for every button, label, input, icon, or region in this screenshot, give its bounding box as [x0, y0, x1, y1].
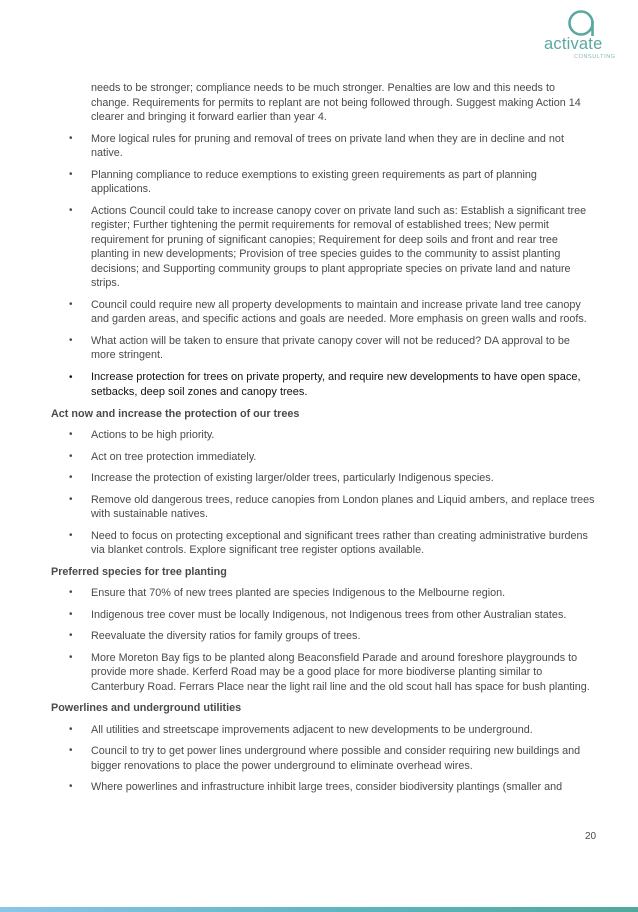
bullet-icon: • [69, 630, 73, 641]
footer-gradient-bar [0, 907, 638, 912]
bullet-icon: • [69, 745, 73, 756]
list-item: • More logical rules for pruning and removal of trees on private land when they are in decline and not native. [69, 132, 564, 159]
section-heading: Powerlines and underground utilities [51, 702, 242, 714]
list-item: • Indigenous tree cover must be locally Indigenous, not Indigenous trees from other Australian states. [69, 608, 567, 621]
bullet-icon: • [69, 371, 73, 383]
list-item: • All utilities and streetscape improvements adjacent to new developments to be underground. [69, 723, 533, 736]
list-item: • Need to focus on protecting exceptional and significant trees rather than creating administrative burdens via blanket controls. Explore significant tree register options available. [69, 529, 588, 556]
section-heading: Preferred species for tree planting [51, 565, 227, 578]
list-item: • Remove old dangerous trees, reduce canopies from London planes and Liquid ambers, and replace trees with sustainable natives. [69, 493, 595, 520]
list-item: • Increase the protection of existing larger/older trees, particularly Indigenous species. [69, 472, 494, 484]
bullet-icon: • [69, 529, 73, 541]
bullet-icon: • [69, 132, 73, 144]
private-land-list [51, 132, 596, 400]
activate-consulting-logo [538, 8, 628, 60]
bullet-icon: • [69, 429, 73, 440]
page-number: 20 [585, 831, 597, 842]
protection-list [51, 428, 596, 558]
list-item: • What action will be taken to ensure that private canopy cover will not be reduced? DA approval to be more stringent. [69, 334, 570, 361]
list-item: • Actions Council could take to increase canopy cover on private land such as: Establish a significant tree register; Further tightening the permit requirements for removal of established trees; New permit requirement for pruning of significant canopies; Requirement for deep soils and front and rear tree planting in new developments; Provision of tree species guides to the community to assist planting decisions; and Supporting community groups to plant appropriate species on private land and nature strips. [69, 204, 587, 289]
bullet-icon: • [69, 608, 73, 620]
bullet-icon: • [69, 587, 73, 598]
document-body [51, 81, 596, 802]
logo-wordmark: activate [544, 35, 603, 53]
list-item: • Planning compliance to reduce exemptions to existing green requirements as part of planning applications. [69, 168, 537, 195]
bullet-icon: • [69, 723, 73, 735]
bullet-icon: • [69, 781, 73, 792]
bullet-icon: • [69, 472, 73, 483]
bullet-icon: • [69, 298, 73, 310]
list-item: • Ensure that 70% of new trees planted are species Indigenous to the Melbourne region. [69, 587, 506, 599]
bullet-icon: • [69, 204, 73, 216]
bullet-icon: • [69, 168, 73, 180]
list-item: • Council could require new all property developments to maintain and increase private land tree canopy and garden areas, and specific actions and goals are needed. More emphasis on green walls and roofs. [69, 298, 587, 325]
list-item: • Actions to be high priority. [69, 429, 215, 441]
intro-continuation: needs to be stronger; compliance needs to be much stronger. Penalties are low and this needs to change. Requirements for permits to replant are not being followed through. Suggest making Action 14 clearer and bringing it forward earlier than year 4. [91, 82, 581, 123]
logo-subtext: CONSULTING [574, 54, 616, 60]
bullet-icon: • [69, 334, 73, 346]
bullet-icon: • [69, 493, 73, 505]
species-list [51, 586, 596, 694]
list-item: • Where powerlines and infrastructure inhibit large trees, consider biodiversity plantings (smaller and [69, 781, 563, 793]
utilities-list [51, 723, 596, 795]
list-item-emphasis: • Increase protection for trees on private property, and require new developments to have open space, setbacks, deep soil zones and canopy trees. [69, 370, 581, 398]
list-item: • Act on tree protection immediately. [69, 450, 257, 463]
section-heading: Act now and increase the protection of our trees [51, 407, 300, 420]
list-item: • Council to try to get power lines underground where possible and consider requiring new buildings and bigger renovations to place the power underground to eliminate overhead wires. [69, 745, 581, 772]
list-item: • More Moreton Bay figs to be planted along Beaconsfield Parade and around foreshore playgrounds to provide more shade. Kerferd Road may be a good place for more biodiverse planting similar to Canterbury Road. Ferrars Place near the light rail line and the old scout hall has space for bush planting. [69, 651, 590, 693]
bullet-icon: • [69, 651, 73, 663]
logo-ring-icon [566, 8, 596, 38]
list-item: • Reevaluate the diversity ratios for family groups of trees. [69, 630, 361, 642]
bullet-icon: • [69, 450, 73, 462]
